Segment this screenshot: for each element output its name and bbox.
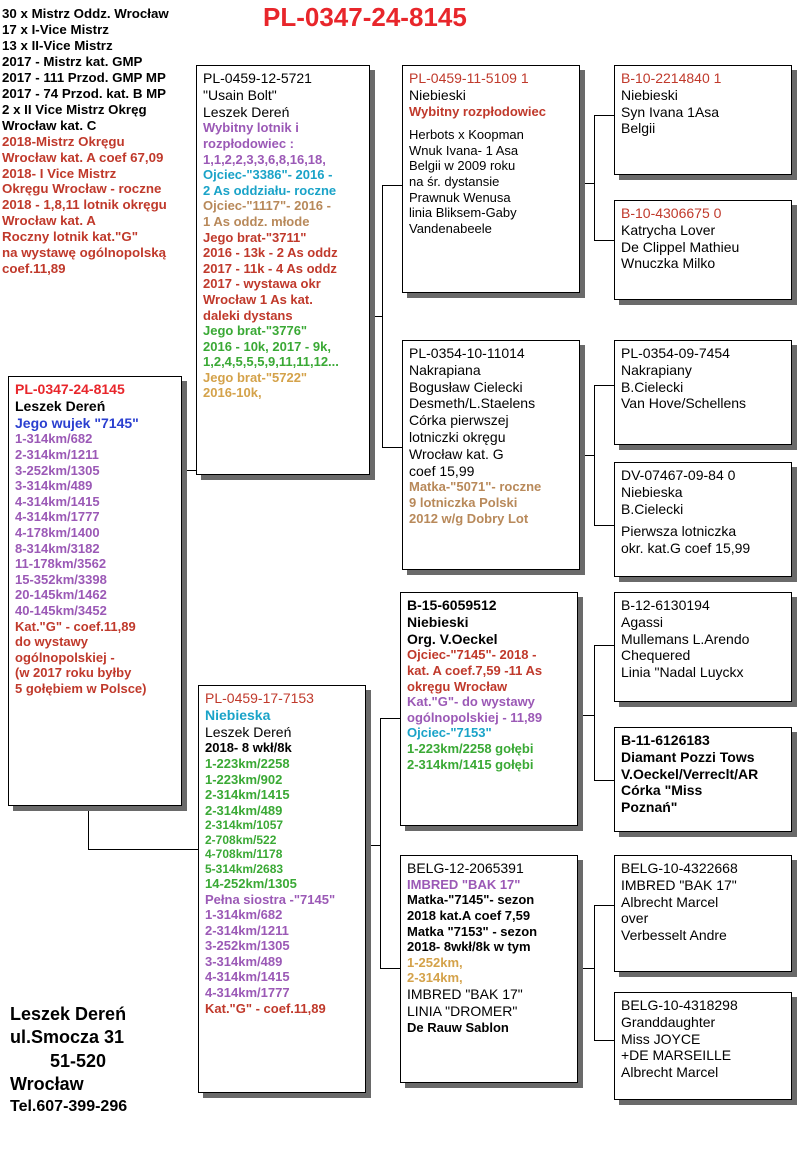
connector-line bbox=[88, 849, 198, 850]
pedigree-line: 2017 - wystawa okr bbox=[203, 276, 321, 292]
pedigree-line bbox=[409, 119, 573, 127]
pedigree-line: 3-314km/489 bbox=[15, 478, 93, 494]
connector-line bbox=[382, 185, 402, 186]
connector-line bbox=[594, 240, 614, 241]
pedigree-line: Niebieska bbox=[621, 483, 683, 500]
owner-city: Wrocław bbox=[10, 1074, 84, 1095]
pedigree-line: ogólnopolskiej - bbox=[15, 649, 115, 665]
pedigree-line: 9 lotniczka Polski bbox=[409, 494, 518, 510]
connector-line bbox=[594, 1040, 614, 1041]
connector-line bbox=[594, 115, 595, 240]
pigeon-card-gg7 bbox=[614, 855, 792, 972]
pedigree-line: Córka pierwszej bbox=[409, 412, 509, 429]
pedigree-line: 8-314km/3182 bbox=[15, 540, 100, 556]
pedigree-line: B.Cielecki bbox=[621, 500, 684, 517]
pedigree-line: Wybitny lotnik i bbox=[203, 120, 299, 136]
owner-street: ul.Smocza 31 bbox=[10, 1027, 125, 1048]
pedigree-line: 2016 - 13k - 2 As oddz bbox=[203, 245, 338, 261]
achievement-line: 2017 - Mistrz kat. GMP bbox=[2, 53, 143, 69]
pedigree-line: 1-223km/2258 bbox=[205, 755, 290, 771]
pedigree-line: Kat."G" - coef.11,89 bbox=[15, 618, 136, 634]
pigeon-card-gg3 bbox=[614, 340, 792, 445]
achievement-line: 2 x II Vice Mistrz Okręg bbox=[2, 101, 147, 117]
pedigree-line: Desmeth/L.Staelens bbox=[409, 395, 536, 412]
pedigree-line: Belgii bbox=[621, 120, 656, 137]
pedigree-line: 2-314km/489 bbox=[205, 802, 283, 818]
pedigree-line: Chequered bbox=[621, 647, 691, 664]
pedigree-line: coef 15,99 bbox=[409, 462, 475, 479]
connector-line bbox=[594, 905, 614, 906]
pedigree-line: Linia "Nadal Luyckx bbox=[621, 664, 744, 681]
achievement-line: na wystawę ogólnopolską bbox=[2, 245, 167, 261]
pedigree-line: Nakrapiana bbox=[409, 361, 481, 378]
pedigree-line: Bogusław Cielecki bbox=[409, 378, 523, 395]
pedigree-line: Leszek Dereń bbox=[205, 723, 292, 740]
achievement-line: 17 x I-Vice Mistrz bbox=[2, 21, 109, 37]
connector-line bbox=[594, 115, 614, 116]
pedigree-line: 4-314km/1777 bbox=[15, 509, 100, 525]
connector-line bbox=[578, 715, 594, 716]
achievement-line: 2017 - 74 Przod. kat. B MP bbox=[2, 85, 167, 101]
pedigree-line: Van Hove/Schellens bbox=[621, 395, 747, 412]
pedigree-line: Pełna siostra -"7145" bbox=[205, 891, 336, 907]
pedigree-line: over bbox=[621, 910, 649, 927]
pedigree-line: 1-252km, bbox=[407, 954, 463, 970]
pedigree-line: B-10-2214840 1 bbox=[621, 70, 722, 86]
pedigree-line: Belgii w 2009 roku bbox=[409, 158, 516, 174]
pedigree-line: 3-252km/1305 bbox=[205, 938, 290, 954]
connector-line bbox=[88, 808, 89, 850]
pigeon-card-sire bbox=[196, 65, 370, 475]
pedigree-line: Leszek Dereń bbox=[203, 103, 290, 120]
achievement-line: 2017 - 111 Przod. GMP MP bbox=[2, 69, 166, 85]
pigeon-card-subject bbox=[8, 376, 182, 806]
pedigree-line: 2-314km, bbox=[407, 970, 463, 986]
owner-phone: Tel.607-399-296 bbox=[10, 1097, 128, 1115]
pedigree-line: Niebieski bbox=[407, 613, 469, 630]
pedigree-line: 1-223km/2258 gołębi bbox=[407, 740, 534, 756]
achievement-line: Wrocław kat. C bbox=[2, 117, 97, 133]
pigeon-card-dam-dam bbox=[400, 855, 578, 1083]
pedigree-line: 1-314km/682 bbox=[15, 431, 93, 447]
achievement-line: 13 x II-Vice Mistrz bbox=[2, 37, 113, 53]
pedigree-line: 2018- 8wkł/8k w tym bbox=[407, 939, 531, 955]
pedigree-line: Albrecht Marcel bbox=[621, 1064, 719, 1081]
connector-line bbox=[366, 845, 380, 846]
pedigree-line: Nakrapiany bbox=[621, 361, 692, 378]
owner-name: Leszek Dereń bbox=[10, 1004, 127, 1024]
connector-line bbox=[594, 905, 595, 1040]
connector-line bbox=[382, 447, 402, 448]
pedigree-line: Ojciec-"1117"- 2016 - bbox=[203, 198, 331, 214]
pedigree-line: okręgu Wrocław bbox=[407, 678, 508, 694]
achievement-line: 2018- I Vice Mistrz bbox=[2, 165, 117, 181]
pedigree-line: PL-0459-17-7153 bbox=[205, 690, 314, 706]
connector-line bbox=[594, 385, 614, 386]
pedigree-line: B-11-6126183 bbox=[621, 732, 710, 748]
pedigree-line: Wnuk Ivana- 1 Asa bbox=[409, 142, 519, 158]
pedigree-line: Pierwsza lotniczka bbox=[621, 523, 737, 540]
pedigree-line: 2 As oddziału- roczne bbox=[203, 182, 337, 198]
pedigree-line: 2012 w/g Dobry Lot bbox=[409, 510, 529, 526]
pedigree-line: Granddaughter bbox=[621, 1013, 716, 1030]
pedigree-line: Jego brat-"3711" bbox=[203, 229, 307, 245]
connector-line bbox=[580, 455, 594, 456]
pedigree-line: Ojciec-"7145"- 2018 - bbox=[407, 647, 537, 663]
pedigree-line: 1-314km/682 bbox=[205, 907, 283, 923]
pedigree-line: 4-314km/1777 bbox=[205, 985, 290, 1001]
pedigree-line: PL-0347-24-8145 bbox=[15, 381, 125, 397]
pedigree-line: 2-314km/1415 gołębi bbox=[407, 756, 534, 772]
pedigree-line: 5-314km/2683 bbox=[205, 861, 284, 876]
pedigree-line: do wystawy bbox=[15, 634, 88, 650]
pedigree-line: Niebieska bbox=[205, 706, 271, 723]
pedigree-line: Syn Ivana 1Asa bbox=[621, 103, 720, 120]
achievement-line: Roczny lotnik kat."G" bbox=[2, 229, 138, 245]
pedigree-line: B-15-6059512 bbox=[407, 597, 497, 613]
pedigree-line: 1,1,2,2,3,3,6,8,16,18, bbox=[203, 151, 326, 167]
pedigree-line: Matka "7153" - sezon bbox=[407, 923, 538, 939]
pedigree-line: B.Cielecki bbox=[621, 378, 684, 395]
pedigree-line: 3-252km/1305 bbox=[15, 462, 100, 478]
connector-line bbox=[594, 645, 595, 780]
pedigree-line: kat. A coef.7,59 -11 As bbox=[407, 662, 543, 678]
pedigree-line: 15-352km/3398 bbox=[15, 571, 107, 587]
pigeon-card-sire-sire bbox=[402, 65, 580, 293]
pedigree-line: lotniczki okręgu bbox=[409, 428, 506, 445]
pedigree-line: BELG-12-2065391 bbox=[407, 860, 524, 876]
achievement-line: Okręgu Wrocław - roczne bbox=[2, 181, 162, 197]
pedigree-line: na śr. dystansie bbox=[409, 173, 500, 189]
pigeon-card-gg1 bbox=[614, 65, 792, 175]
pedigree-line: ogólnopolskiej - 11,89 bbox=[407, 709, 543, 725]
pedigree-line: Matka-"5071"- roczne bbox=[409, 479, 542, 495]
pedigree-line: 4-314km/1415 bbox=[205, 969, 290, 985]
connector-line bbox=[578, 968, 594, 969]
pedigree-line: 2-314km/1415 bbox=[205, 787, 290, 803]
pedigree-line: Jego brat-"3776" bbox=[203, 323, 308, 339]
pedigree-line: 2-314km/1211 bbox=[205, 922, 289, 938]
pedigree-line: IMBRED "BAK 17" bbox=[621, 876, 737, 893]
connector-line bbox=[370, 316, 382, 317]
pedigree-line: 2017 - 11k - 4 As oddz bbox=[203, 260, 337, 276]
pedigree-line: Mullemans L.Arendo bbox=[621, 630, 750, 647]
pedigree-line: Niebieski bbox=[621, 86, 678, 103]
pedigree-line: 2-708km/522 bbox=[205, 832, 277, 847]
pedigree-line: 20-145km/1462 bbox=[15, 587, 107, 603]
achievement-line: Wrocław kat. A coef 67,09 bbox=[2, 149, 164, 165]
pedigree-line: Wybitny rozpłodowiec bbox=[409, 103, 546, 119]
connector-line bbox=[380, 718, 400, 719]
pedigree-line: IMBRED "BAK 17" bbox=[407, 985, 523, 1002]
pedigree-line: Wnuczka Milko bbox=[621, 255, 716, 272]
pedigree-line: 2016-10k, bbox=[203, 385, 262, 401]
pedigree-line: Kat."G" - coef.11,89 bbox=[205, 1000, 326, 1016]
pigeon-card-gg8 bbox=[614, 992, 792, 1100]
pedigree-line: LINIA "DROMER" bbox=[407, 1002, 518, 1019]
pedigree-line: 3-314km/489 bbox=[205, 953, 283, 969]
pedigree-line: De Clippel Mathieu bbox=[621, 238, 740, 255]
pedigree-line: IMBRED "BAK 17" bbox=[407, 876, 521, 892]
achievement-line: Wrocław kat. A bbox=[2, 213, 96, 229]
owner-contact bbox=[10, 1003, 127, 1117]
pedigree-line: DV-07467-09-84 0 bbox=[621, 467, 736, 483]
pedigree-line: Ojciec-"3386"- 2016 - bbox=[203, 167, 333, 183]
connector-line bbox=[594, 525, 614, 526]
connector-line bbox=[380, 718, 381, 968]
pedigree-line: BELG-10-4318298 bbox=[621, 997, 738, 1013]
pedigree-line: 4-314km/1415 bbox=[15, 493, 100, 509]
pedigree-line: 4-708km/1178 bbox=[205, 847, 283, 862]
pedigree-line: 2016 - 10k, 2017 - 9k, bbox=[203, 338, 331, 354]
pigeon-card-sire-dam bbox=[402, 340, 580, 570]
connector-line bbox=[380, 968, 400, 969]
pedigree-line: Vandenabeele bbox=[409, 220, 492, 236]
pedigree-line: Ojciec-"7153" bbox=[407, 725, 492, 741]
pedigree-line: B-10-4306675 0 bbox=[621, 205, 722, 221]
pedigree-line: PL-0354-09-7454 bbox=[621, 345, 730, 361]
pedigree-line: +DE MARSEILLE bbox=[621, 1047, 732, 1064]
pedigree-line: V.Oeckel/Verreclt/AR bbox=[621, 765, 759, 782]
pedigree-line: Jego wujek "7145" bbox=[15, 414, 139, 431]
pigeon-card-gg5 bbox=[614, 592, 792, 702]
owner-postcode: 51-520 bbox=[50, 1050, 107, 1071]
connector-line bbox=[382, 185, 383, 447]
pedigree-line: 5 gołębiem w Polsce) bbox=[15, 680, 147, 696]
pedigree-line: 2-314km/1211 bbox=[15, 446, 99, 462]
pedigree-line: BELG-10-4322668 bbox=[621, 860, 738, 876]
pedigree-line: PL-0459-11-5109 1 bbox=[409, 70, 529, 86]
pigeon-card-gg4 bbox=[614, 462, 792, 577]
achievements-list bbox=[2, 6, 169, 277]
pedigree-line: Prawnuk Wenusa bbox=[409, 189, 511, 205]
pedigree-line: PL-0354-10-11014 bbox=[409, 345, 525, 361]
connector-line bbox=[594, 385, 595, 525]
pedigree-line: Matka-"7145"- sezon bbox=[407, 892, 535, 908]
pedigree-line: 14-252km/1305 bbox=[205, 875, 297, 891]
pedigree-line: 2018 kat.A coef 7,59 bbox=[407, 907, 531, 923]
pedigree-line: Albrecht Marcel bbox=[621, 893, 719, 910]
pedigree-line: Jego brat-"5722" bbox=[203, 369, 308, 385]
achievement-line: 2018 - 1,8,11 lotnik okręgu bbox=[2, 197, 167, 213]
pedigree-line: PL-0459-12-5721 bbox=[203, 70, 312, 86]
pedigree-line: Katrycha Lover bbox=[621, 221, 716, 238]
pedigree-line: Córka "Miss bbox=[621, 782, 703, 799]
pedigree-line: Miss JOYCE bbox=[621, 1030, 701, 1047]
pedigree-line: 1,2,4,5,5,5,9,11,11,12... bbox=[203, 354, 339, 370]
pedigree-line: 4-178km/1400 bbox=[15, 524, 100, 540]
pigeon-card-dam-sire bbox=[400, 592, 578, 826]
achievement-line: 30 x Mistrz Oddz. Wrocław bbox=[2, 6, 169, 21]
pedigree-line: Niebieski bbox=[409, 86, 466, 103]
pedigree-line: Poznań" bbox=[621, 799, 678, 816]
pedigree-line: Leszek Dereń bbox=[15, 397, 106, 414]
pedigree-line: Herbots x Koopman bbox=[409, 127, 524, 143]
connector-line bbox=[580, 183, 594, 184]
pedigree-line: B-12-6130194 bbox=[621, 597, 710, 613]
pigeon-card-dam bbox=[198, 685, 366, 1093]
pedigree-line: 2018- 8 wkł/8k bbox=[205, 740, 292, 756]
pedigree-line: Diamant Pozzi Tows bbox=[621, 748, 755, 765]
pedigree-line: daleki dystans bbox=[203, 307, 293, 323]
pedigree-line: De Rauw Sablon bbox=[407, 1019, 509, 1035]
connector-line bbox=[594, 645, 614, 646]
pedigree-line: Kat."G"- do wystawy bbox=[407, 694, 535, 710]
pedigree-line: Agassi bbox=[621, 613, 664, 630]
pedigree-line: Verbesselt Andre bbox=[621, 927, 727, 944]
pedigree-line: 11-178km/3562 bbox=[15, 556, 107, 572]
pedigree-line: Org. V.Oeckel bbox=[407, 630, 498, 647]
pedigree-line: rozpłodowiec : bbox=[203, 135, 294, 151]
pedigree-line: okr. kat.G coef 15,99 bbox=[621, 540, 751, 557]
pedigree-line: Wrocław kat. G bbox=[409, 445, 504, 462]
pigeon-card-gg2 bbox=[614, 200, 792, 300]
pedigree-line: 1 As oddz. młode bbox=[203, 213, 310, 229]
pedigree-line: (w 2017 roku byłby bbox=[15, 665, 132, 681]
connector-line bbox=[594, 780, 614, 781]
pedigree-line: 2-314km/1057 bbox=[205, 818, 284, 833]
pedigree-line: 40-145km/3452 bbox=[15, 602, 107, 618]
pedigree-line: linia Bliksem-Gaby bbox=[409, 205, 517, 221]
achievement-line: 2018-Mistrz Okręgu bbox=[2, 133, 125, 149]
achievement-line: coef.11,89 bbox=[2, 261, 66, 277]
pedigree-line: "Usain Bolt" bbox=[203, 86, 277, 103]
pedigree-line: Wrocław 1 As kat. bbox=[203, 291, 313, 307]
pedigree-title: PL-0347-24-8145 bbox=[263, 2, 467, 32]
pedigree-line: 1-223km/902 bbox=[205, 771, 283, 787]
pigeon-card-gg6 bbox=[614, 727, 792, 832]
